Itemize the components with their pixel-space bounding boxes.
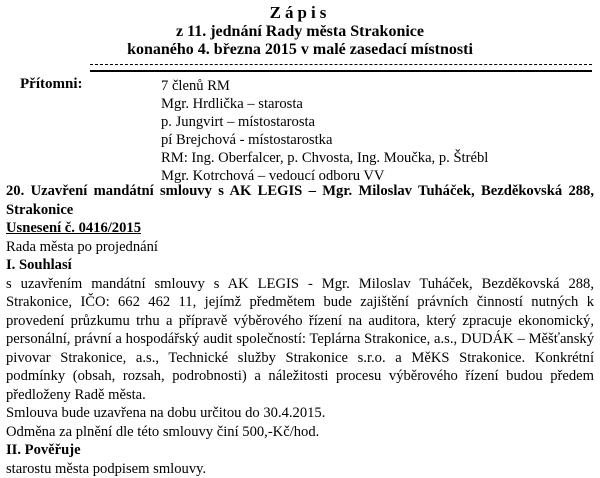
solid-divider (90, 70, 592, 72)
payment-terms: Odměna za plnění dle této smlouvy činí 500,-Kč/hod. (6, 423, 594, 442)
attendance-line: pí Brejchová - místostarostka (161, 131, 488, 149)
attendance-line: Mgr. Kotrchová – vedoucí odboru VV (161, 167, 488, 185)
dashed-divider (90, 64, 592, 65)
agenda-item (6, 182, 594, 478)
session-info: konaného 4. března 2015 v malé zasedací místnosti (0, 41, 600, 59)
attendance-list (161, 77, 488, 185)
resolution-intro: Rada města po projednání (6, 238, 594, 257)
section-title-agrees: I. Souhlasí (6, 256, 594, 275)
attendance-line: 7 členů RM (161, 77, 488, 95)
contract-term: Smlouva bude uzavřena na dobu určitou do 30.4.2015. (6, 404, 594, 423)
item-heading: 20. Uzavření mandátní smlouvy s AK LEGIS – Mgr. Miloslav Tuháček, Bezděkovská 288, Strakonice (6, 182, 594, 219)
resolution-number: Usnesení č. 0416/2015 (6, 219, 594, 238)
section-title-authorizes: II. Pověřuje (6, 441, 594, 460)
attendance-label: Přítomni: (20, 76, 82, 93)
section-text-agrees: s uzavřením mandátní smlouvy s AK LEGIS - Mgr. Miloslav Tuháček, Bezděkovská 288, Strakonice, IČO: 662 462 11, jejímž předmětem bude zajištění právních činností nutných k provedení průzkumu trhu a přípravě výběrového řízení na auditora, který zpracuje ekonomický, personální, právní a hospodářský audit společností: Teplárna Strakonice, a.s., DUDÁK – Měšťanský pivovar Strakonice, a.s., Technické služby Strakonice s.r.o. a MěKS Strakonice. Konkrétní podmínky (obsah, rozsah, podrobnosti) a náležitosti procesu výběrového řízení budou předem předloženy Radě města. (6, 275, 594, 405)
section-text-authorizes: starostu města podpisem smlouvy. (6, 460, 594, 478)
document-subtitle: z 11. jednání Rady města Strakonice (0, 23, 600, 41)
attendance-line: Mgr. Hrdlička – starosta (161, 95, 488, 113)
document-title: Zápis (0, 3, 600, 23)
attendance-line: RM: Ing. Oberfalcer, p. Chvosta, Ing. Moučka, p. Štrébl (161, 149, 488, 167)
attendance-line: p. Jungvirt – místostarosta (161, 113, 488, 131)
